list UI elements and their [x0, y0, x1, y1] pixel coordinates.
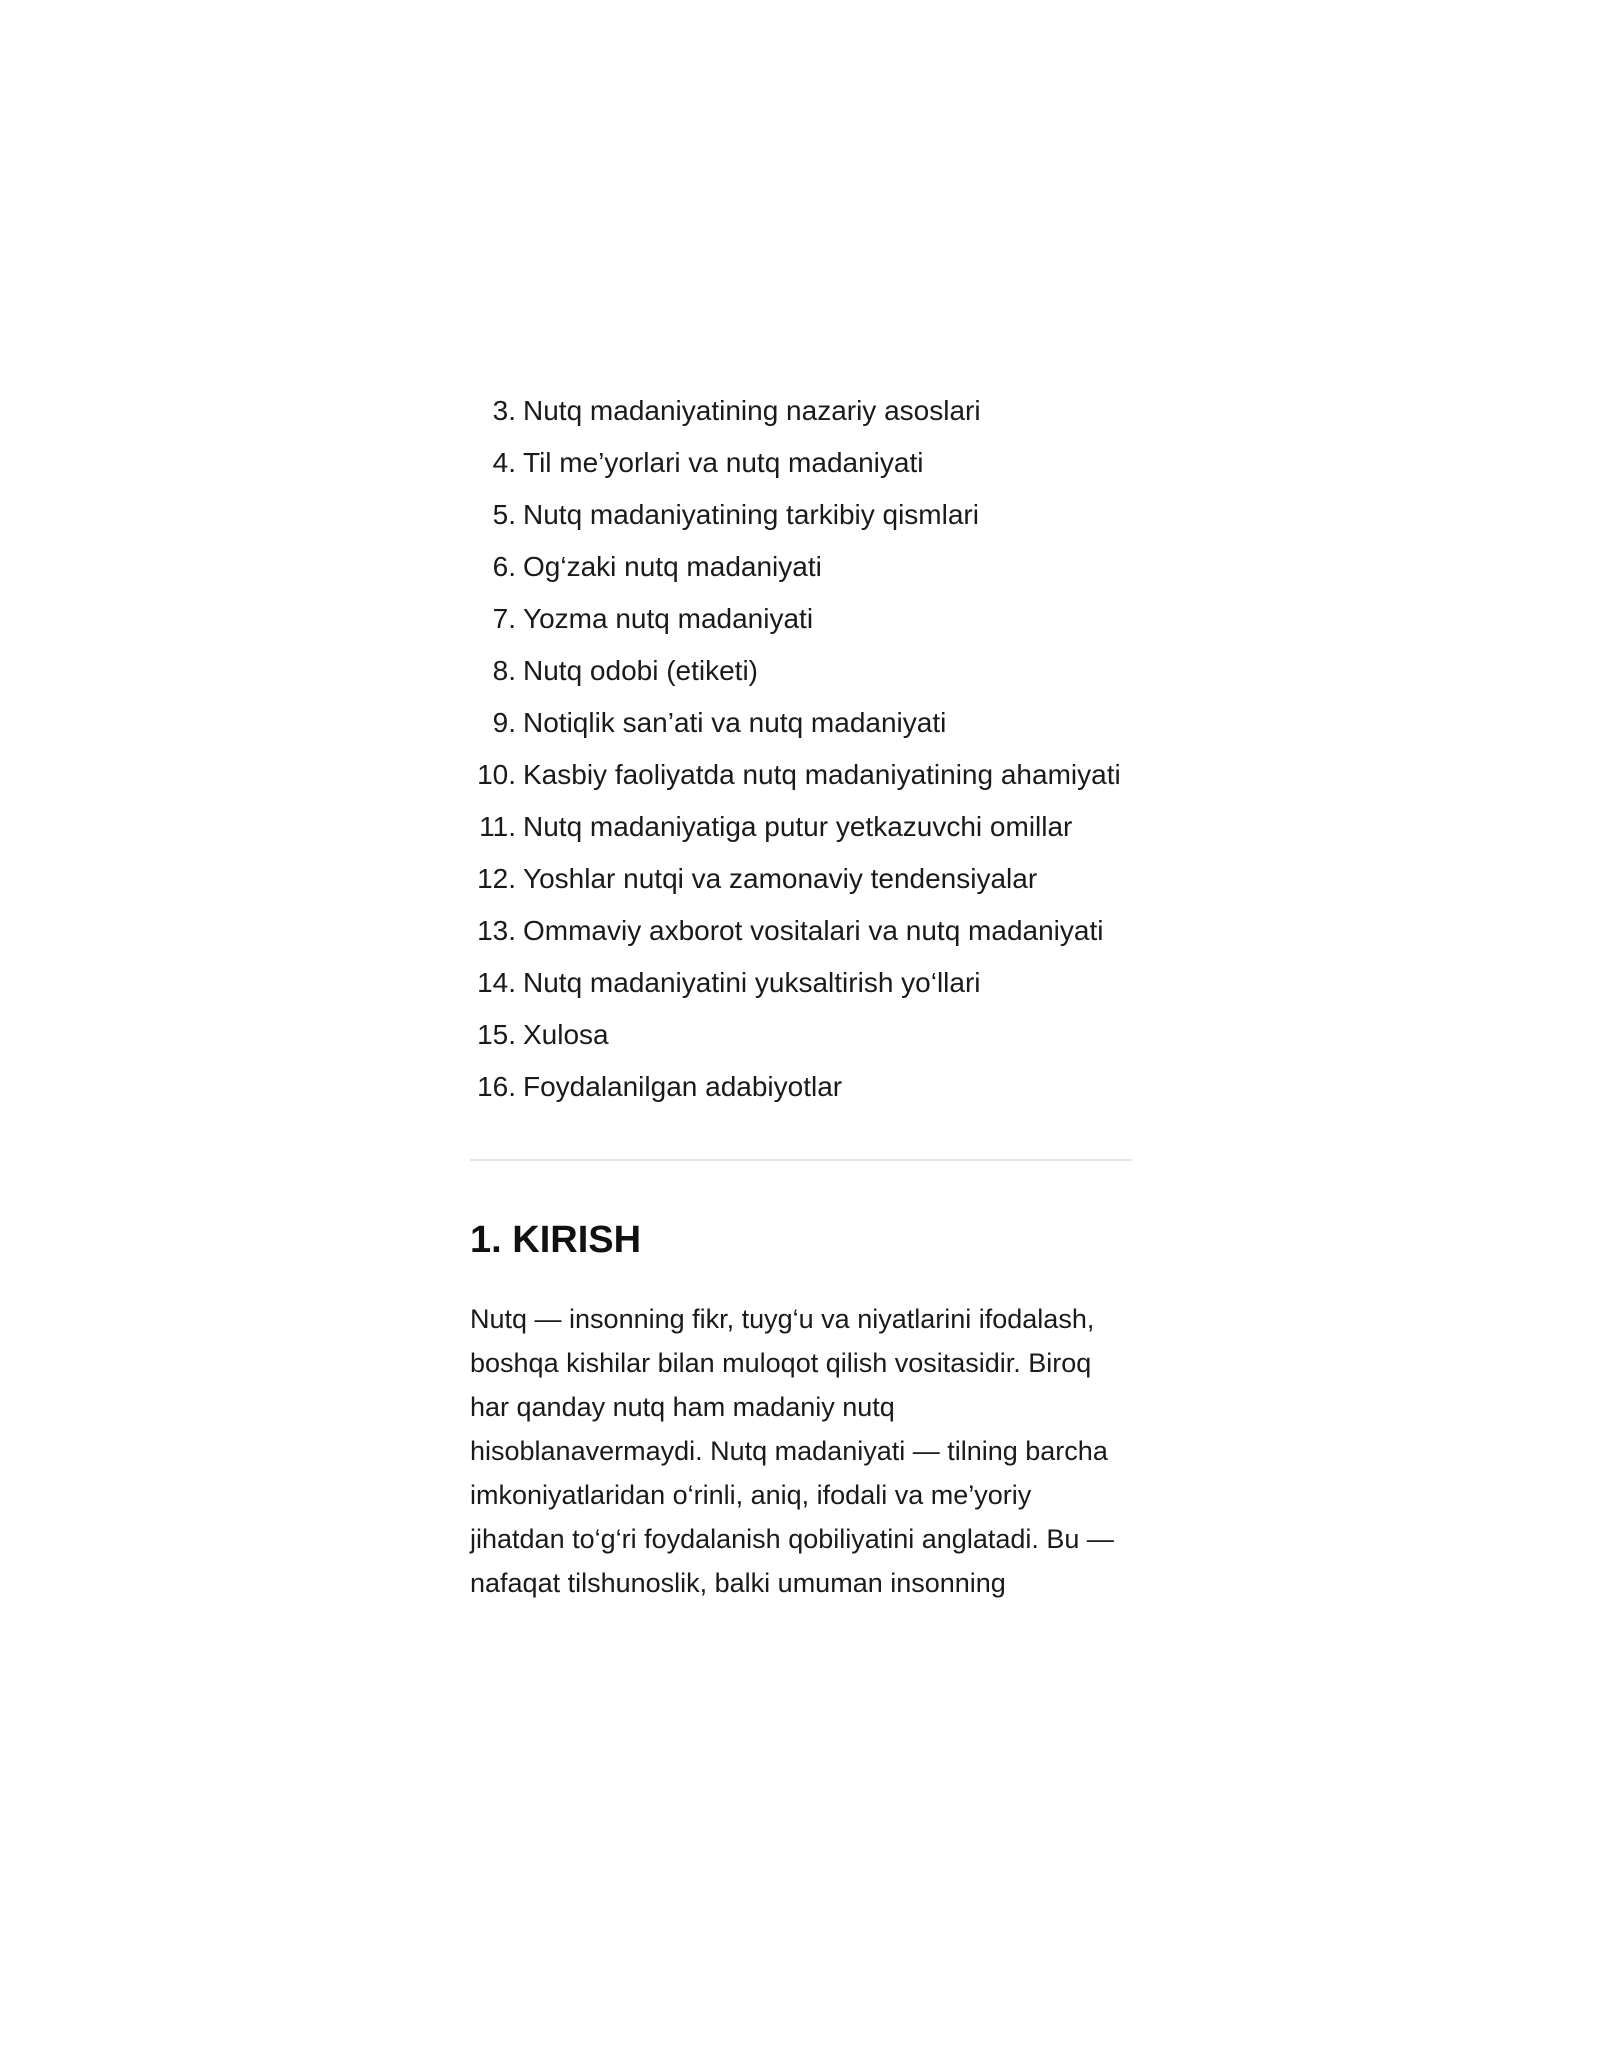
toc-item-number: 14.: [477, 967, 516, 998]
toc-item: [470, 1061, 1132, 1113]
toc-item-label: Til me’yorlari va nutq madaniyati: [523, 447, 924, 478]
toc-item-number: 8.: [492, 655, 516, 686]
toc-item-label: Yoshlar nutqi va zamonaviy tendensiyalar: [523, 863, 1038, 894]
toc-item-label: Ommaviy axborot vositalari va nutq madaniyati: [523, 915, 1104, 946]
document-page: [470, 385, 1132, 1605]
toc-item: [470, 593, 1132, 645]
toc-item: [470, 853, 1132, 905]
toc-item-number: 11.: [479, 811, 516, 842]
toc-item-label: Nutq madaniyatiga putur yetkazuvchi omillar: [523, 811, 1073, 842]
toc-item-label: Notiqlik san’ati va nutq madaniyati: [523, 707, 947, 738]
toc-item-number: 5.: [492, 499, 516, 530]
toc-item-number: 16.: [477, 1071, 516, 1102]
toc-item-number: 7.: [492, 603, 516, 634]
toc-item-label: Foydalanilgan adabiyotlar: [523, 1071, 843, 1102]
table-of-contents: [470, 385, 1132, 1113]
toc-item: [470, 905, 1132, 957]
toc-item: [470, 749, 1132, 801]
toc-item: [470, 645, 1132, 697]
section-heading: 1. KIRISH: [470, 1219, 642, 1261]
toc-item-number: 15.: [477, 1019, 516, 1050]
toc-item: [470, 437, 1132, 489]
toc-item-number: 10.: [477, 759, 516, 790]
toc-item-label: Nutq madaniyatining tarkibiy qismlari: [523, 499, 979, 530]
toc-item-number: 3.: [492, 395, 516, 426]
toc-item-number: 6.: [492, 551, 516, 582]
toc-item-number: 13.: [477, 915, 516, 946]
toc-item-label: Nutq madaniyatining nazariy asoslari: [523, 395, 981, 426]
section-divider: [470, 1159, 1132, 1161]
toc-item-label: Nutq odobi (etiketi): [523, 655, 759, 686]
toc-item-number: 9.: [492, 707, 516, 738]
toc-item: [470, 1009, 1132, 1061]
toc-item-label: Og‘zaki nutq madaniyati: [523, 551, 822, 582]
toc-item: [470, 489, 1132, 541]
toc-item: [470, 541, 1132, 593]
toc-item-label: Xulosa: [523, 1019, 609, 1050]
toc-item: [470, 957, 1132, 1009]
toc-item-label: Yozma nutq madaniyati: [523, 603, 814, 634]
toc-item: [470, 385, 1132, 437]
toc-item-number: 12.: [477, 863, 516, 894]
toc-item-label: Nutq madaniyatini yuksaltirish yo‘llari: [523, 967, 981, 998]
toc-item-label: Kasbiy faoliyatda nutq madaniyatining ahamiyati: [523, 759, 1121, 790]
toc-item: [470, 801, 1132, 853]
section-paragraph: Nutq — insonning fikr, tuyg‘u va niyatlarini ifodalash, boshqa kishilar bilan muloqot qilish vositasidir. Biroq har qanday nutq ham madaniy nutq hisoblanavermaydi. Nutq madaniyati — tilning barcha imkoniyatlaridan o‘rinli, aniq, ifodali va me’yoriy jihatdan to‘g‘ri foydalanish qobiliyatini anglatadi. Bu — nafaqat tilshunoslik, balki umuman insonning: [470, 1304, 1114, 1598]
toc-item-number: 4.: [492, 447, 516, 478]
toc-item: [470, 697, 1132, 749]
